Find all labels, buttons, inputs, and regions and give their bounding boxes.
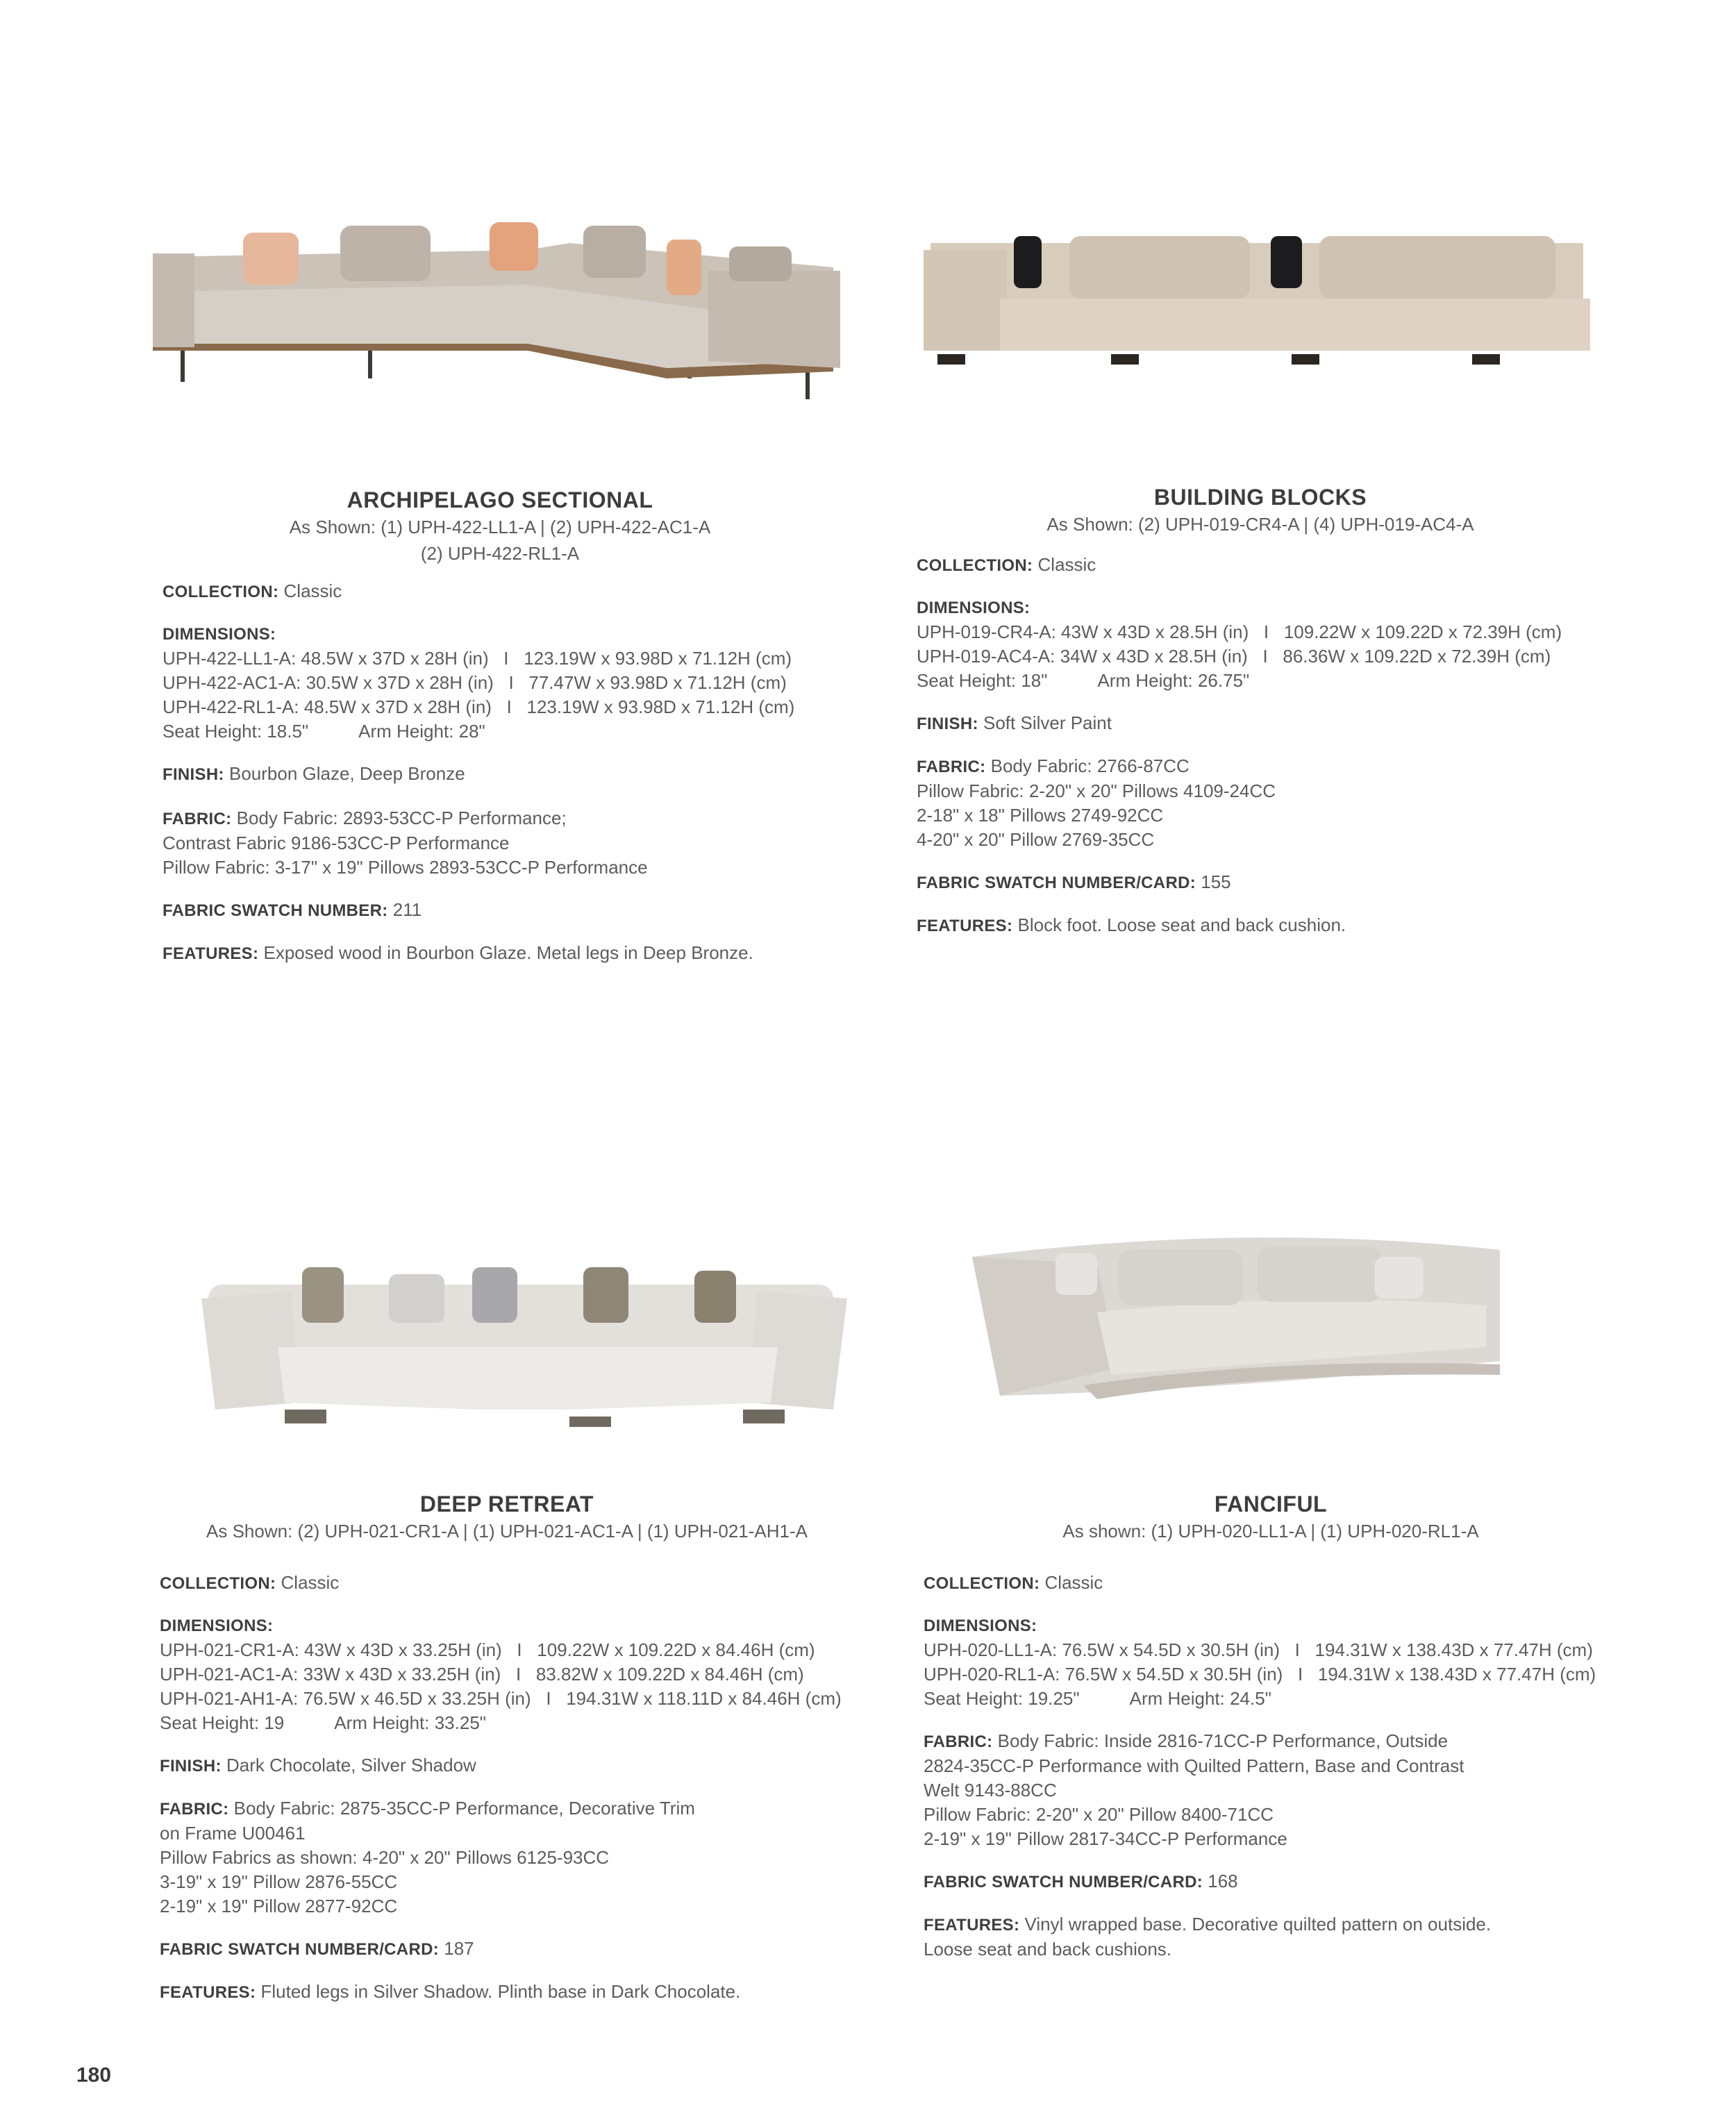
fabric-line: 3-19" x 19" Pillow 2876-55CC [160, 1871, 398, 1892]
product-fanciful [924, 1490, 1653, 1962]
features-line: Vinyl wrapped base. Decorative quilted pattern on outside. [1024, 1914, 1492, 1935]
dimension-line: UPH-020-LL1-A: 76.5W x 54.5D x 30.5H (in) I 194.31W x 138.43D x 77.47H (cm) [924, 1639, 1593, 1660]
fabric-line: 4-20" x 20" Pillow 2769-35CC [917, 829, 1155, 850]
finish-value: Bourbon Glaze, Deep Bronze [229, 763, 465, 784]
dimensions [153, 622, 847, 744]
fabric-line: Pillow Fabric: 2-20" x 20" Pillows 4109-24CC [917, 780, 1276, 801]
features-line: Fluted legs in Silver Shadow. Plinth base in Dark Chocolate. [260, 1981, 741, 2002]
fabric-line: 2-19" x 19" Pillow 2817-34CC-P Performance [924, 1828, 1287, 1849]
fabric-line: Pillow Fabric: 2-20" x 20" Pillow 8400-71CC [924, 1804, 1274, 1825]
arm-height: Arm Height: 33.25" [334, 1712, 487, 1733]
fabric-label: FABRIC: [917, 758, 986, 776]
collection-value: Classic [1037, 554, 1096, 575]
finish [153, 762, 847, 787]
dimension-line: UPH-021-AH1-A: 76.5W x 46.5D x 33.25H (in) I 194.31W x 118.11D x 84.46H (cm) [160, 1688, 842, 1709]
product-title: BUILDING BLOCKS [1153, 485, 1367, 510]
collection-value: Classic [283, 580, 342, 601]
swatch [153, 898, 847, 923]
swatch [924, 1869, 1653, 1894]
fabric-line: Pillow Fabric: 3-17" x 19" Pillows 2893-53CC-P Performance [162, 857, 648, 878]
features-line: Block foot. Loose seat and back cushion. [1017, 914, 1346, 935]
collection [153, 579, 847, 604]
collection [924, 1571, 1653, 1596]
product-title: DEEP RETREAT [419, 1492, 594, 1517]
swatch-value: 211 [392, 899, 422, 920]
seat-height: Seat Height: 18" [917, 670, 1048, 691]
finish-value: Dark Chocolate, Silver Shadow [226, 1755, 476, 1776]
swatch [160, 1937, 889, 1962]
collection [160, 1571, 889, 1596]
dimension-line: UPH-021-CR1-A: 43W x 43D x 33.25H (in) I 109.22W x 109.22D x 84.46H (cm) [160, 1639, 815, 1660]
dimensions [160, 1614, 889, 1735]
dimensions-label: DIMENSIONS: [160, 1616, 274, 1635]
as-shown-line: As shown: (1) UPH-020-LL1-A | (1) UPH-020-RL1-A [1062, 1521, 1479, 1542]
product-deep-retreat [160, 1490, 889, 2005]
features [917, 913, 1611, 938]
features-line: Loose seat and back cushions. [924, 1939, 1172, 1960]
as-shown-line: As Shown: (2) UPH-019-CR4-A | (4) UPH-019-AC4-A [1046, 514, 1474, 535]
fabric-line: Body Fabric: 2766-87CC [990, 755, 1190, 776]
fabric-label: FABRIC: [162, 810, 232, 828]
archipelago-sectional-photo [139, 201, 847, 410]
finish [917, 711, 1611, 736]
fabric [924, 1729, 1653, 1851]
fabric-line: Body Fabric: 2875-35CC-P Performance, Decorative Trim [233, 1798, 695, 1819]
dimension-line: UPH-422-AC1-A: 30.5W x 37D x 28H (in) I 77.47W x 93.98D x 71.12H (cm) [162, 672, 787, 693]
dimensions [917, 596, 1611, 693]
fabric-line: 2-19" x 19" Pillow 2877-92CC [160, 1896, 398, 1916]
finish-label: FINISH: [160, 1757, 222, 1776]
seat-height: Seat Height: 19 [160, 1712, 285, 1733]
product-title: ARCHIPELAGO SECTIONAL [347, 487, 653, 512]
features [924, 1912, 1653, 1962]
product-archipelago-sectional [153, 486, 847, 966]
fabric-line: Contrast Fabric 9186-53CC-P Performance [162, 833, 510, 853]
dimension-line: UPH-422-RL1-A: 48.5W x 37D x 28H (in) I 123.19W x 93.98D x 71.12H (cm) [162, 696, 795, 717]
finish [160, 1753, 889, 1778]
as-shown [924, 1518, 1618, 1544]
fabric-line: Body Fabric: 2893-53CC-P Performance; [236, 808, 567, 828]
heights [162, 719, 847, 744]
features [153, 941, 847, 966]
fabric-line: Pillow Fabrics as shown: 4-20" x 20" Pillows 6125-93CC [160, 1847, 610, 1868]
swatch [917, 870, 1611, 895]
as-shown [153, 514, 847, 567]
finish-label: FINISH: [917, 715, 978, 733]
fabric-line: Body Fabric: Inside 2816-71CC-P Performance, Outside [997, 1730, 1449, 1751]
swatch-label: FABRIC SWATCH NUMBER/CARD: [160, 1940, 439, 1959]
as-shown-line: (2) UPH-422-RL1-A [420, 543, 580, 564]
heights [917, 669, 1611, 693]
swatch-label: FABRIC SWATCH NUMBER/CARD: [924, 1873, 1203, 1891]
swatch-value: 187 [444, 1938, 474, 1959]
features-label: FEATURES: [917, 917, 1013, 935]
finish-value: Soft Silver Paint [983, 712, 1112, 733]
features-label: FEATURES: [162, 944, 259, 963]
as-shown [917, 511, 1604, 537]
features [160, 1980, 889, 2005]
seat-height: Seat Height: 18.5" [162, 721, 309, 742]
swatch-value: 155 [1201, 871, 1231, 892]
fabric [153, 806, 847, 880]
deep-retreat-photo [181, 1243, 868, 1430]
dimension-line: UPH-019-CR4-A: 43W x 43D x 28.5H (in) I 109.22W x 109.22D x 72.39H (cm) [917, 621, 1562, 642]
collection-label: COLLECTION: [160, 1574, 276, 1593]
seat-height: Seat Height: 19.25" [924, 1688, 1080, 1709]
fabric-label: FABRIC: [924, 1732, 993, 1751]
features-line: Exposed wood in Bourbon Glaze. Metal legs in Deep Bronze. [263, 942, 753, 963]
collection [917, 553, 1611, 578]
fabric-line: on Frame U00461 [160, 1823, 306, 1844]
fabric [917, 754, 1611, 852]
collection-label: COLLECTION: [924, 1574, 1040, 1593]
dimensions [924, 1614, 1653, 1711]
dimensions-label: DIMENSIONS: [162, 625, 276, 644]
swatch-label: FABRIC SWATCH NUMBER/CARD: [917, 874, 1196, 892]
dimensions-label: DIMENSIONS: [917, 599, 1030, 617]
as-shown-line: As Shown: (2) UPH-021-CR1-A | (1) UPH-021-AC1-A | (1) UPH-021-AH1-A [206, 1521, 808, 1542]
fabric-line: 2-18" x 18" Pillows 2749-92CC [917, 805, 1164, 826]
fabric [160, 1796, 889, 1919]
features-label: FEATURES: [924, 1916, 1020, 1935]
as-shown-line: As Shown: (1) UPH-422-LL1-A | (2) UPH-422-AC1-A [289, 517, 711, 537]
fanciful-photo [958, 1208, 1514, 1403]
collection-value: Classic [1044, 1572, 1103, 1593]
arm-height: Arm Height: 26.75" [1097, 670, 1250, 691]
as-shown [160, 1518, 854, 1544]
building-blocks-photo [917, 222, 1590, 382]
fabric-line: 2824-35CC-P Performance with Quilted Pattern, Base and Contrast [924, 1755, 1464, 1776]
heights [924, 1687, 1653, 1711]
dimension-line: UPH-021-AC1-A: 33W x 43D x 33.25H (in) I 83.82W x 109.22D x 84.46H (cm) [160, 1664, 804, 1685]
dimensions-label: DIMENSIONS: [924, 1616, 1037, 1635]
page-number: 180 [76, 2064, 112, 2087]
arm-height: Arm Height: 24.5" [1129, 1688, 1271, 1709]
finish-label: FINISH: [162, 765, 224, 784]
product-title: FANCIFUL [1214, 1492, 1328, 1517]
collection-value: Classic [281, 1572, 340, 1593]
collection-label: COLLECTION: [917, 556, 1033, 575]
heights [160, 1711, 889, 1735]
product-building-blocks [917, 483, 1611, 938]
dimension-line: UPH-019-AC4-A: 34W x 43D x 28.5H (in) I 86.36W x 109.22D x 72.39H (cm) [917, 646, 1551, 667]
dimension-line: UPH-422-LL1-A: 48.5W x 37D x 28H (in) I 123.19W x 93.98D x 71.12H (cm) [162, 648, 792, 669]
fabric-label: FABRIC: [160, 1800, 229, 1819]
dimension-line: UPH-020-RL1-A: 76.5W x 54.5D x 30.5H (in) I 194.31W x 138.43D x 77.47H (cm) [924, 1664, 1596, 1685]
swatch-value: 168 [1208, 1871, 1238, 1891]
features-label: FEATURES: [160, 1983, 256, 2002]
arm-height: Arm Height: 28" [358, 721, 485, 742]
swatch-label: FABRIC SWATCH NUMBER: [162, 901, 388, 920]
fabric-line: Welt 9143-88CC [924, 1780, 1057, 1801]
collection-label: COLLECTION: [162, 583, 279, 601]
